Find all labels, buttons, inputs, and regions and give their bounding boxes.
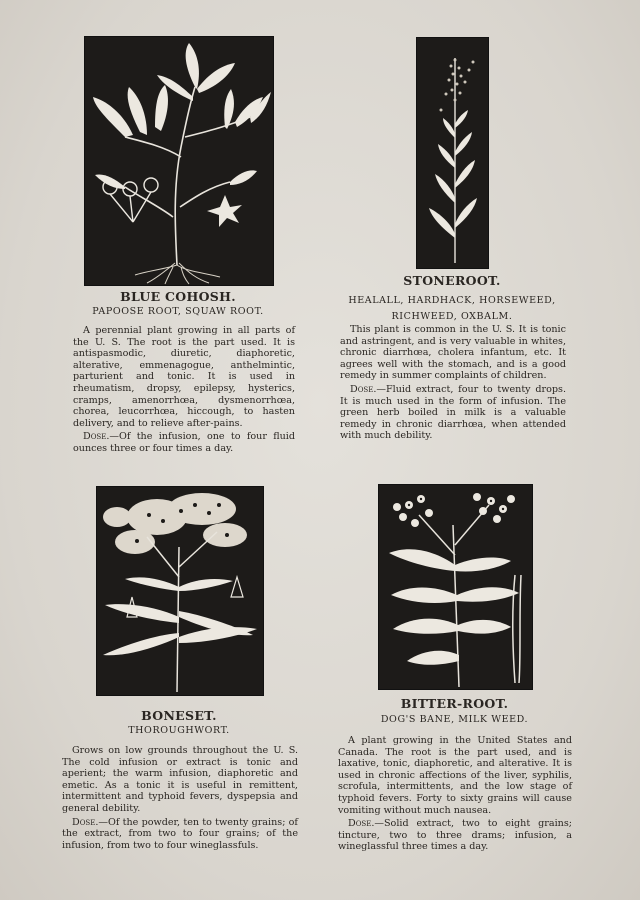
plant-synonyms: THOROUGHWORT. — [128, 725, 230, 736]
boneset-illustration — [96, 486, 264, 696]
plant-title: BITTER-ROOT. — [400, 696, 509, 711]
description-text: A plant growing in the United States and Canada. The root is the part used, and is laxative, tonic, diaphoretic, and alterative. It is used in chronic affections of the liver, syphilis, scrofula, intermittents, and the low stage of typhoid fevers. Forty to sixty grains will cause vomiting without much nausea. — [338, 735, 572, 816]
plant-description — [73, 325, 295, 455]
plant-description — [340, 324, 566, 442]
dose-text: —Of the powder, ten to twenty grains; of the extract, from two to four grains; of the infusion, from two to four wineglassfuls. — [62, 816, 298, 851]
plant-description — [62, 745, 298, 851]
dose-paragraph — [338, 818, 572, 853]
dose-text: —Solid extract, two to eight grains; tincture, two to three drams; infusion, a wineglassful three times a day. — [338, 818, 572, 853]
description-text: Grows on low grounds throughout the U. S. The cold infusion or extract is tonic and aperient; the warm infusion, diaphoretic and emetic. As a tonic it is useful in remittent, intermittent and typhoid fevers, dyspepsia and general debility. — [62, 745, 298, 814]
plant-synonyms: HEALALL, HARDHACK, HORSEWEED, RICHWEED, OXBALM. — [348, 295, 556, 322]
dose-text: —Of the infusion, one to four fluid ounces three or four times a day. — [73, 431, 295, 454]
description-text: This plant is common in the U. S. It is tonic and astringent, and is very valuable in whites, chronic diarrhœa, cholera infantum, etc. It agrees well with the stomach, and is a good remedy in summer complaints of children. — [340, 324, 566, 382]
dose-text: —Fluid extract, four to twenty drops. It is much used in the form of infusion. The green herb boiled in milk is a valuable remedy in chronic diarrhœa, when attended with much debility. — [340, 383, 566, 442]
description-text: A perennial plant growing in all parts of the U. S. The root is the part used. It is antispasmodic, diuretic, diaphoretic, alterative, emmenagogue, anthelmintic, parturient and tonic. It is used in rheumatism, dropsy, epilepsy, hysterics, cramps, amenorrhœa, dysmenorrhœa, chorea, leucorrhœa, hiccough, to hasten delivery, and to relieve after-pains. — [73, 325, 295, 429]
bitter-root-drawing — [379, 485, 532, 689]
plant-description — [338, 735, 572, 853]
blue-cohosh-illustration — [84, 36, 274, 286]
bitter-root-illustration — [378, 484, 533, 690]
dose-paragraph — [62, 817, 298, 852]
plant-synonyms: PAPOOSE ROOT, SQUAW ROOT. — [92, 306, 264, 317]
dose-label: Dose. — [350, 383, 377, 395]
plant-title: BLUE COHOSH. — [120, 289, 236, 304]
blue-cohosh-drawing — [85, 37, 273, 285]
dose-label: Dose. — [72, 816, 99, 828]
stoneroot-illustration — [416, 37, 489, 269]
plant-title: BONESET. — [141, 708, 217, 723]
dose-label: Dose. — [348, 818, 375, 830]
dose-label: Dose. — [83, 431, 110, 443]
stoneroot-drawing — [417, 38, 488, 268]
plant-synonyms: DOG'S BANE, MILK WEED. — [380, 714, 529, 725]
dose-paragraph — [340, 384, 566, 442]
dose-paragraph — [73, 431, 295, 454]
boneset-drawing — [97, 487, 263, 695]
plant-title: STONEROOT. — [403, 273, 501, 288]
